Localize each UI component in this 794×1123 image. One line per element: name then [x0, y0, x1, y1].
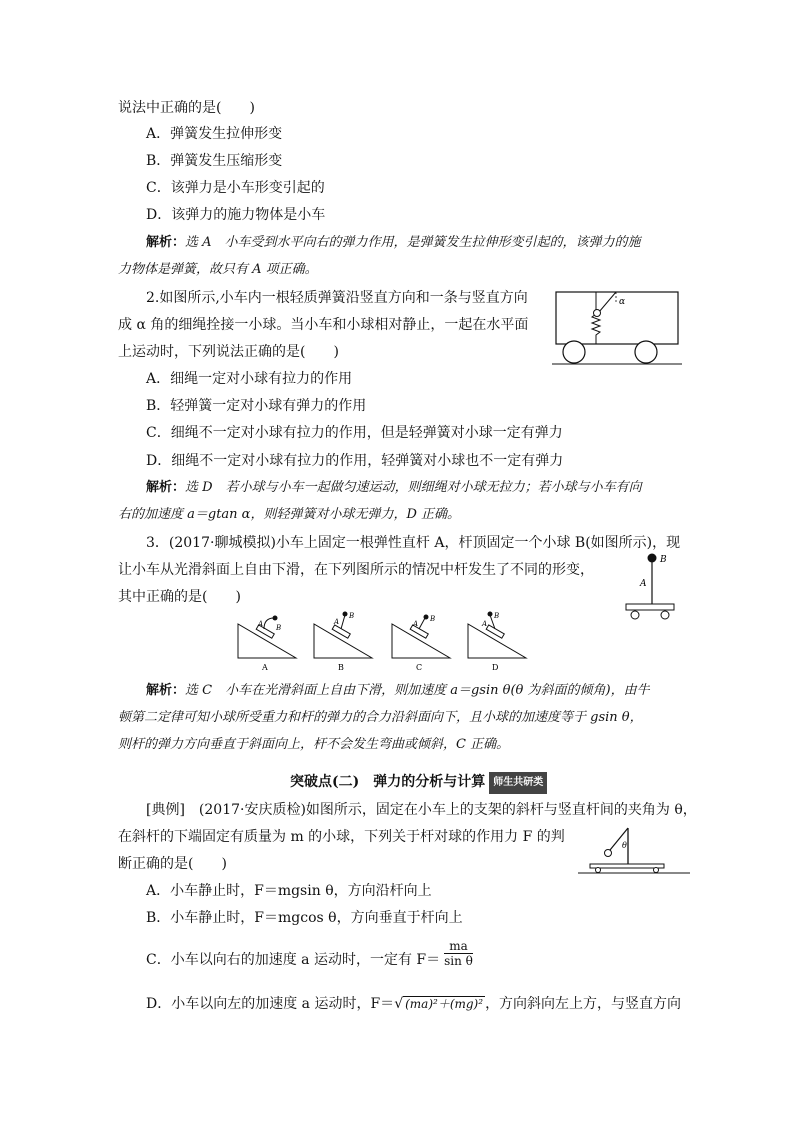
wheel-left	[563, 341, 585, 363]
q3-stem-line2: 让小车从光滑斜面上自由下滑，在下列图所示的情况中杆发生了不同的形变，	[118, 562, 594, 578]
spring	[592, 314, 600, 344]
q2-stem-line1: 2.如图所示,小车内一根轻质弹簧沿竖直方向和一条与竖直方向	[146, 290, 528, 306]
theta-label: θ	[622, 841, 627, 850]
q2-option-c: C．细绳不一定对小球有拉力的作用，但是轻弹簧对小球一定有弹力	[146, 425, 563, 441]
label-a: A	[640, 579, 647, 589]
svg-text:B: B	[430, 615, 436, 623]
q2-option-a: A．细绳一定对小球有拉力的作用	[146, 371, 353, 387]
sub-label-d: D	[492, 663, 499, 672]
fraction-denominator: sin θ	[444, 953, 473, 968]
option-d-tail: ，方向斜向左上方，与竖直方向	[485, 996, 682, 1012]
q3-analysis-line2: 顿第二定律可知小球所受重力和杆的弹力的合力沿斜面向下，且小球的加速度等于 gsin θ，	[118, 710, 643, 725]
sub-label-c: C	[416, 663, 423, 672]
q3-analysis-line3: 则杆的弹力方向垂直于斜面向上，杆不会发生弯曲或倾斜，C 正确。	[118, 737, 510, 752]
option-c-text: C．小车以向右的加速度 a 运动时，一定有 F＝	[146, 952, 441, 968]
sqrt-content: (ma)²＋(mg)²	[405, 997, 484, 1011]
sub-label-b: B	[338, 663, 344, 672]
q3-analysis-line1	[146, 681, 650, 701]
ball	[605, 850, 612, 857]
q2-option-b: B．轻弹簧一定对小球有弹力的作用	[146, 398, 367, 414]
example-stem-line2: 在斜杆的下端固定有质量为 m 的小球，下列关于杆对球的作用力 F 的判	[118, 829, 565, 845]
q2-cart-figure	[552, 290, 682, 365]
section-badge: 师生共研类	[489, 772, 547, 794]
cart-body	[556, 292, 678, 344]
wheel-right	[635, 341, 657, 363]
incline-diagram-d	[468, 612, 526, 673]
sqrt-symbol: √	[394, 996, 404, 1012]
example-option-b: B．小车静止时，F＝mgcos θ，方向垂直于杆向上	[146, 910, 463, 926]
analysis-text: 选 A 小车受到水平向右的弹力作用，是弹簧发生拉伸形变引起的，该弹力的施	[185, 235, 641, 250]
q2-analysis-line1	[146, 478, 642, 498]
analysis-label: 解析：	[146, 480, 186, 495]
analysis-label: 解析：	[146, 683, 186, 698]
q2-analysis-line2: 右的加速度 a＝gtan α，则轻弹簧对小球无弹力，D 正确。	[118, 507, 461, 522]
svg-text:B: B	[276, 624, 282, 632]
section-heading	[290, 772, 547, 794]
svg-text:B: B	[494, 612, 500, 620]
q2-stem-line2: 成 α 角的细绳拴接一小球。当小车和小球相对静止，一起在水平面	[118, 317, 529, 333]
svg-text:A: A	[482, 620, 488, 628]
q3-stem-line1: 3．(2017·聊城模拟)小车上固定一根弹性直杆 A，杆顶固定一个小球 B(如图所示)，现	[146, 535, 681, 551]
section-title: 突破点(二) 弹力的分析与计算	[290, 774, 486, 790]
wheel-left	[631, 611, 639, 619]
q1-stem-tail: 说法中正确的是( )	[118, 100, 255, 116]
sub-label-a: A	[262, 663, 268, 672]
svg-text:B: B	[349, 612, 355, 620]
example-bracket-figure	[578, 822, 690, 876]
q1-option-a: A．弹簧发生拉伸形变	[146, 126, 283, 142]
q2-option-d: D．细绳不一定对小球有拉力的作用，轻弹簧对小球也不一定有弹力	[146, 453, 564, 469]
q1-option-d: D．该弹力的施力物体是小车	[146, 207, 326, 223]
option-d-text: D．小车以向左的加速度 a 运动时，F＝	[146, 996, 395, 1012]
q1-analysis-line2: 力物体是弹簧，故只有 A 项正确。	[118, 262, 318, 277]
incline-diagram-b	[314, 612, 372, 673]
ball	[594, 310, 601, 317]
q3-incline-figures	[236, 612, 516, 674]
alpha-label: α	[619, 297, 626, 307]
q1-option-c: C．该弹力是小车形变引起的	[146, 180, 325, 196]
analysis-text: 选 D 若小球与小车一起做匀速运动，则细绳对小球无拉力；若小球与小车有向	[185, 480, 642, 495]
example-option-d	[146, 994, 681, 1014]
analysis-label: 解析：	[146, 235, 186, 250]
wheel-left	[596, 868, 601, 873]
svg-text:A: A	[258, 620, 264, 628]
example-stem-line1: [典例] (2017·安庆质检)如图所示，固定在小车上的支架的斜杆与竖直杆间的夹角为 θ，	[146, 802, 697, 818]
wheel-right	[654, 868, 659, 873]
example-stem-line3: 断正确的是( )	[118, 856, 227, 872]
q1-option-b: B．弹簧发生压缩形变	[146, 153, 283, 169]
q2-stem-line3: 上运动时，下列说法正确的是( )	[118, 344, 339, 360]
fraction-numerator: ma	[444, 939, 473, 954]
svg-text:A: A	[413, 620, 419, 628]
q3-rod-cart-figure	[620, 552, 680, 624]
cart-platform	[626, 604, 674, 610]
example-option-c	[146, 938, 473, 970]
svg-text:A: A	[334, 618, 340, 626]
fraction-ma-over-sin	[444, 939, 473, 968]
string	[599, 292, 616, 312]
ball-b	[648, 554, 657, 563]
analysis-text: 选 C 小车在光滑斜面上自由下滑，则加速度 a＝gsin θ(θ 为斜面的倾角)，由牛	[185, 683, 650, 698]
wheel-right	[661, 611, 669, 619]
q3-stem-line3: 其中正确的是( )	[118, 589, 241, 605]
cart-platform	[590, 864, 664, 868]
label-b: B	[660, 555, 667, 565]
q1-analysis-line1	[146, 233, 641, 253]
example-option-a: A．小车静止时，F＝mgsin θ，方向沿杆向上	[146, 883, 432, 899]
incline-diagram-a	[238, 616, 296, 673]
incline-diagram-c	[392, 615, 450, 673]
